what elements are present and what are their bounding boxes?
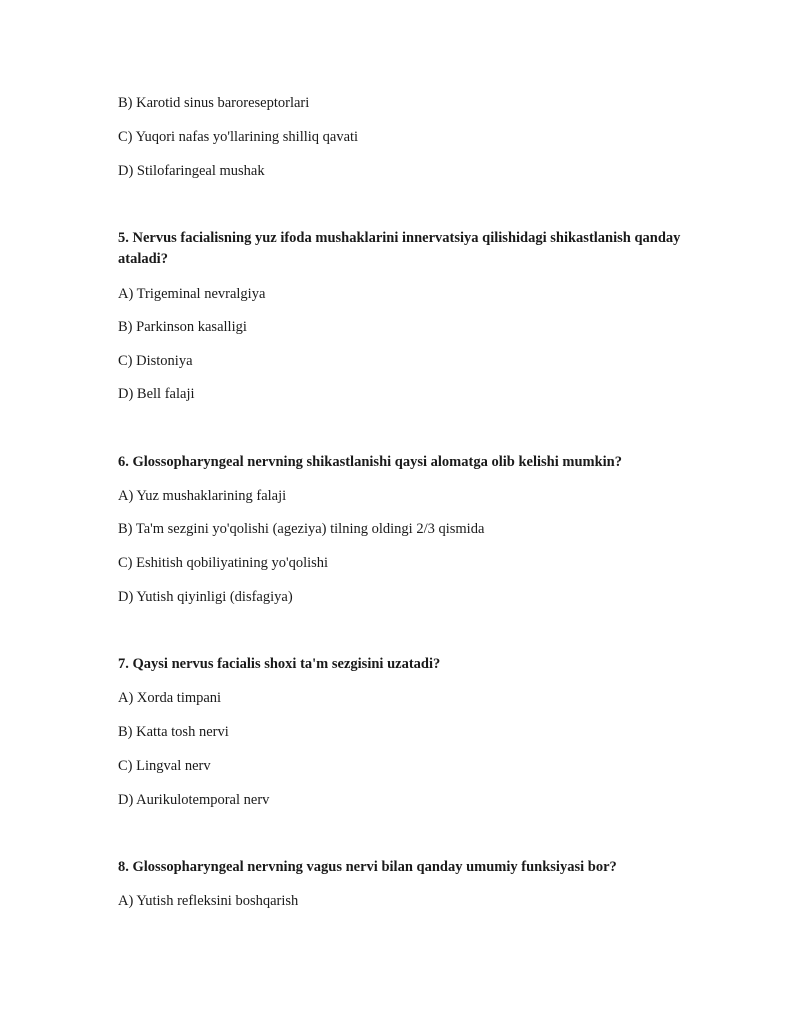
question-5: 5. Nervus facialisning yuz ifoda mushaklarini innervatsiya qilishidagi shikastlanish qanday ataladi? bbox=[118, 230, 681, 267]
option-4c: C) Yuqori nafas yo'llarining shilliq qavati bbox=[118, 129, 359, 145]
option-6a: A) Yuz mushaklarining falaji bbox=[118, 488, 287, 504]
question-8: 8. Glossopharyngeal nervning vagus nervi bilan qanday umumiy funksiyasi bor? bbox=[118, 859, 617, 875]
option-5c: C) Distoniya bbox=[118, 353, 193, 369]
option-7d: D) Aurikulotemporal nerv bbox=[118, 792, 270, 808]
option-5d: D) Bell falaji bbox=[118, 386, 195, 402]
option-8a: A) Yutish refleksini boshqarish bbox=[118, 893, 299, 909]
option-5b: B) Parkinson kasalligi bbox=[118, 319, 247, 335]
option-6d: D) Yutish qiyinligi (disfagiya) bbox=[118, 589, 293, 605]
option-6b: B) Ta'm sezgini yo'qolishi (ageziya) tilning oldingi 2/3 qismida bbox=[118, 521, 485, 537]
option-6c: C) Eshitish qobiliyatining yo'qolishi bbox=[118, 555, 329, 571]
option-4d: D) Stilofaringeal mushak bbox=[118, 163, 265, 179]
question-7: 7. Qaysi nervus facialis shoxi ta'm sezgisini uzatadi? bbox=[118, 656, 441, 672]
option-7c: C) Lingval nerv bbox=[118, 758, 211, 774]
option-5a: A) Trigeminal nevralgiya bbox=[118, 286, 266, 302]
option-7a: A) Xorda timpani bbox=[118, 690, 222, 706]
option-4b: B) Karotid sinus baroreseptorlari bbox=[118, 95, 310, 111]
option-7b: B) Katta tosh nervi bbox=[118, 724, 229, 740]
question-6: 6. Glossopharyngeal nervning shikastlanishi qaysi alomatga olib kelishi mumkin? bbox=[118, 454, 622, 470]
